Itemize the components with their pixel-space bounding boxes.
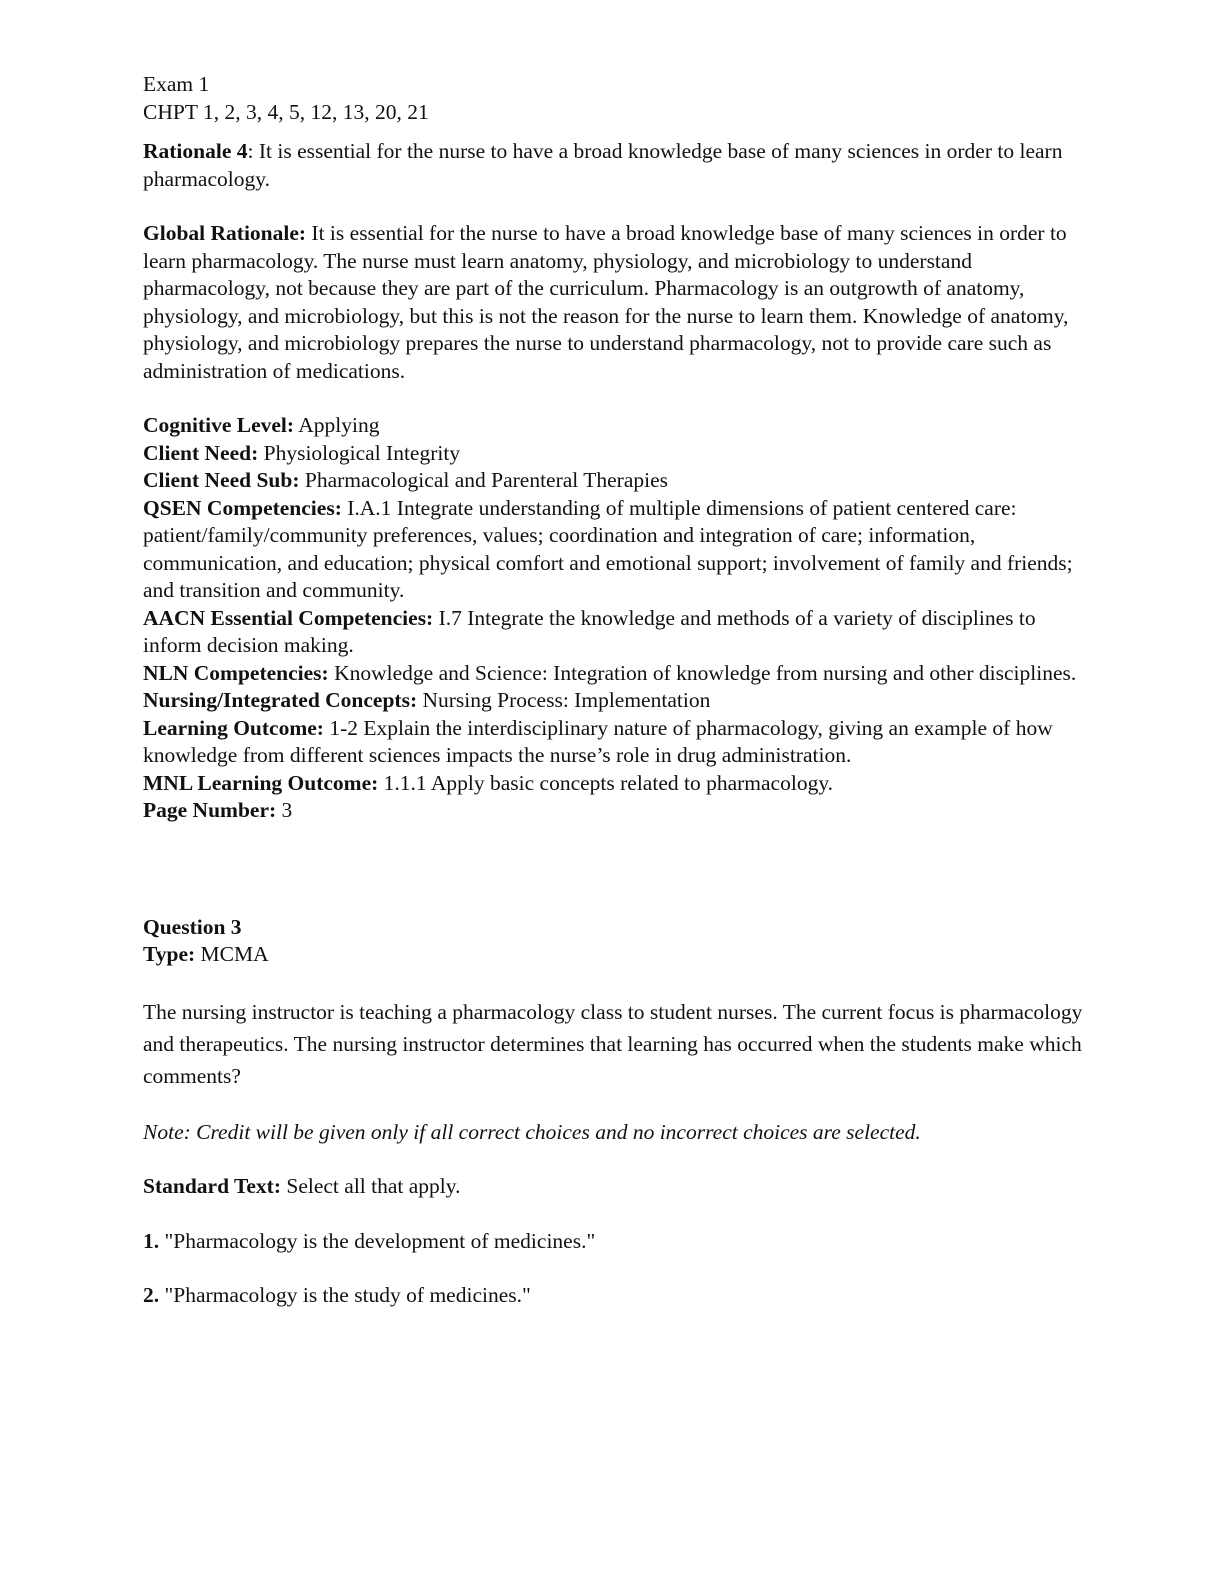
meta-value: Nursing Process: Implementation xyxy=(417,688,711,712)
meta-value: 1-2 Explain the interdisciplinary nature of pharmacology, giving an example of how knowledge from different sciences impacts the nurse’s role in drug administration. xyxy=(143,715,1053,767)
answer-option-2 xyxy=(143,1282,1083,1310)
standard-text xyxy=(143,1173,1083,1201)
meta-client-need-sub xyxy=(143,467,1083,495)
meta-learning-outcome xyxy=(143,715,1083,770)
rationale-label: Rationale 4 xyxy=(143,139,248,163)
meta-label: Learning Outcome: xyxy=(143,715,324,740)
rationale-paragraph xyxy=(143,138,1083,193)
meta-client-need xyxy=(143,440,1083,468)
question-title-text: Question 3 xyxy=(143,914,242,939)
meta-label: Client Need: xyxy=(143,440,259,465)
option-text: "Pharmacology is the development of medicines." xyxy=(159,1228,596,1253)
metadata-list xyxy=(143,412,1083,825)
meta-label: Page Number: xyxy=(143,798,277,822)
meta-label: QSEN Competencies: xyxy=(143,495,342,520)
document-page xyxy=(143,71,1083,1310)
option-text: "Pharmacology is the study of medicines." xyxy=(159,1283,531,1307)
meta-nursing-concepts xyxy=(143,687,1083,715)
question-block xyxy=(143,914,1083,1310)
chapter-list: CHPT 1, 2, 3, 4, 5, 12, 13, 20, 21 xyxy=(143,99,429,124)
standard-text-label: Standard Text: xyxy=(143,1174,281,1198)
global-rationale-label: Global Rationale: xyxy=(143,221,307,245)
meta-value: I.A.1 Integrate understanding of multiple dimensions of patient centered care: patient/family/community preferences, values; coordination and integration of care; information, communication, and education; physical comfort and emotional support; involvement of family and friends; and transition and community. xyxy=(143,495,1073,602)
question-type-value: MCMA xyxy=(195,942,269,966)
standard-text-value: Select all that apply. xyxy=(281,1174,461,1198)
question-type-label: Type: xyxy=(143,942,196,966)
meta-qsen xyxy=(143,495,1083,605)
global-rationale-paragraph xyxy=(143,220,1083,385)
answer-option-1 xyxy=(143,1228,1083,1256)
option-number: 1. xyxy=(143,1228,160,1253)
meta-value: 3 xyxy=(276,798,293,822)
meta-nln xyxy=(143,660,1083,688)
exam-title: Exam 1 xyxy=(143,72,210,96)
meta-value: I.7 Integrate the knowledge and methods of a variety of disciplines to inform decision making. xyxy=(143,605,1036,657)
meta-label: Nursing/Integrated Concepts: xyxy=(143,688,418,712)
question-note: Note: Credit will be given only if all correct choices and no incorrect choices are selected. xyxy=(143,1119,921,1144)
rationale-text: : It is essential for the nurse to have a broad knowledge base of many sciences in order to learn pharmacology. xyxy=(143,139,1063,191)
meta-value: Pharmacological and Parenteral Therapies xyxy=(299,468,669,492)
meta-page-number xyxy=(143,797,1083,825)
option-number: 2. xyxy=(143,1283,160,1307)
meta-value: Knowledge and Science: Integration of knowledge from nursing and other disciplines. xyxy=(328,660,1077,685)
meta-aacn xyxy=(143,605,1083,660)
meta-value: 1.1.1 Apply basic concepts related to pharmacology. xyxy=(378,770,834,795)
meta-label: AACN Essential Competencies: xyxy=(143,605,434,630)
meta-mnl-outcome xyxy=(143,770,1083,798)
question-title xyxy=(143,914,1083,942)
global-rationale-text: It is essential for the nurse to have a broad knowledge base of many sciences in order to learn pharmacology. The nurse must learn anatomy, physiology, and microbiology to understand pharmacology, not because they are part of the curriculum. Pharmacology is an outgrowth of anatomy, physiology, and microbiology, but this is not the reason for the nurse to learn them. Knowledge of anatomy, physiology, and microbiology prepares the nurse to understand pharmacology, not to provide care such as administration of medications. xyxy=(143,221,1069,383)
question-type xyxy=(143,941,1083,969)
question-stem: The nursing instructor is teaching a pharmacology class to student nurses. The current focus is pharmacology and therapeutics. The nursing instructor determines that learning has occurred when the students make which comments? xyxy=(143,999,1083,1088)
meta-value: Applying xyxy=(294,413,380,437)
meta-label: NLN Competencies: xyxy=(143,660,329,685)
meta-cognitive-level xyxy=(143,412,1083,440)
meta-label: Cognitive Level: xyxy=(143,413,295,437)
meta-label: Client Need Sub: xyxy=(143,468,300,492)
meta-value: Physiological Integrity xyxy=(258,440,461,465)
meta-label: MNL Learning Outcome: xyxy=(143,770,379,795)
